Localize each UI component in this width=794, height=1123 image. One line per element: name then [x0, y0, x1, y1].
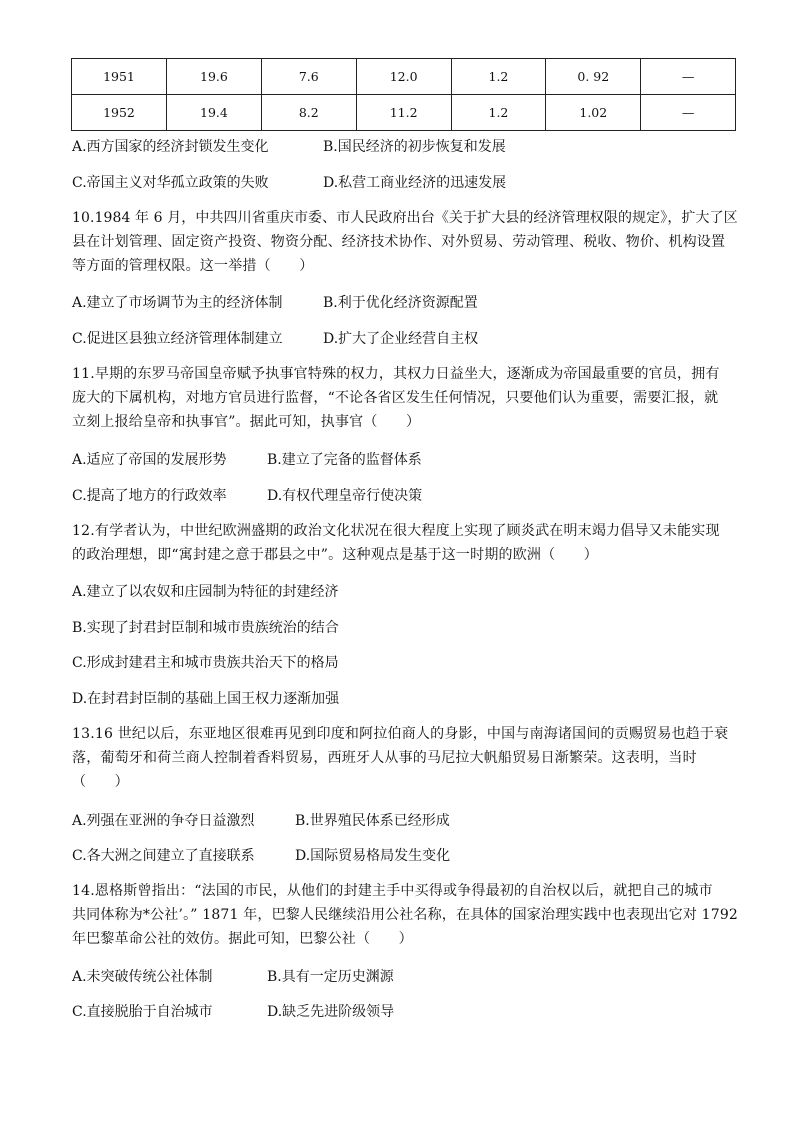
q13-option-d: D.国际贸易格局发生变化	[295, 848, 451, 864]
table-cell: 7.6	[261, 59, 356, 95]
q13-option-c: C.各大洲之间建立了直接联系	[72, 848, 255, 864]
q11-option-d: D.有权代理皇帝行使决策	[267, 488, 423, 504]
table-cell: 1.2	[451, 59, 546, 95]
q13-option-b: B.世界殖民体系已经形成	[295, 813, 450, 829]
q9-option-b: B.国民经济的初步恢复和发展	[323, 139, 506, 155]
data-table	[71, 58, 736, 131]
q11-option-c: C.提高了地方的行政效率	[72, 488, 227, 504]
table-cell: —	[641, 59, 736, 95]
q13-stem-line-2: 落，葡萄牙和荷兰商人控制着香料贸易，西班牙人从事的马尼拉大帆船贸易日渐繁荣。这表明，当时	[72, 750, 697, 766]
table-cell: 0. 92	[546, 59, 641, 95]
q10-stem-line-1: 10.1984 年 6 月，中共四川省重庆市委、市人民政府出台《关于扩大县的经济管理权限的规定》，扩大了区	[72, 210, 738, 226]
table-cell: 12.0	[356, 59, 451, 95]
q10-stem-line-2: 县在计划管理、固定资产投资、物资分配、经济技术协作、对外贸易、劳动管理、税收、物价、机构设置	[72, 234, 726, 250]
table-cell: 1952	[72, 95, 167, 131]
q9-option-d: D.私营工商业经济的迅速发展	[323, 175, 507, 191]
q14-option-a: A.未突破传统公社体制	[72, 969, 213, 985]
q10-stem-line-3: 等方面的管理权限。这一举措（ ）	[72, 258, 314, 274]
q9-option-a: A.西方国家的经济封锁发生变化	[72, 139, 269, 155]
q10-option-b: B.利于优化经济资源配置	[323, 295, 478, 311]
q10-option-d: D.扩大了企业经营自主权	[323, 331, 479, 347]
table-cell: 19.4	[166, 95, 261, 131]
q10-option-c: C.促进区县独立经济管理体制建立	[72, 331, 283, 347]
q11-option-a: A.适应了帝国的发展形势	[72, 452, 227, 468]
table-cell: —	[641, 95, 736, 131]
q12-stem-line-1: 12.有学者认为，中世纪欧洲盛期的政治文化状况在很大程度上实现了顾炎武在明末竭力倡导又未能实现	[72, 523, 720, 539]
table-row	[72, 59, 736, 95]
q14-stem-line-3: 年巴黎革命公社的效仿。据此可知，巴黎公社（ ）	[72, 931, 413, 947]
q12-option-c: C.形成封建君主和城市贵族共治天下的格局	[72, 655, 339, 671]
q14-option-c: C.直接脱胎于自治城市	[72, 1004, 213, 1020]
table-cell: 11.2	[356, 95, 451, 131]
q12-stem-line-2: 的政治理想，即“寓封建之意于郡县之中”。这种观点是基于这一时期的欧洲（ ）	[72, 547, 598, 563]
q12-option-a: A.建立了以农奴和庄园制为特征的封建经济	[72, 584, 339, 600]
table-cell: 1.02	[546, 95, 641, 131]
q9-option-c: C.帝国主义对华孤立政策的失败	[72, 175, 269, 191]
q12-option-b: B.实现了封君封臣制和城市贵族统治的结合	[72, 620, 339, 636]
table-cell: 19.6	[166, 59, 261, 95]
q14-stem-line-2: 共同体称为*公社’。” 1871 年，巴黎人民继续沿用公社名称，在具体的国家治理实践中也表现出它对 1792	[72, 907, 739, 923]
q13-option-a: A.列强在亚洲的争夺日益激烈	[72, 813, 255, 829]
table-cell: 1.2	[451, 95, 546, 131]
q14-option-b: B.具有一定历史渊源	[267, 969, 394, 985]
table-cell: 1951	[72, 59, 167, 95]
q10-option-a: A.建立了市场调节为主的经济体制	[72, 295, 283, 311]
q11-stem-line-1: 11.早期的东罗马帝国皇帝赋予执事官特殊的权力，其权力日益坐大，逐渐成为帝国最重要的官员，拥有	[72, 366, 720, 382]
table-cell: 8.2	[261, 95, 356, 131]
q14-stem-line-1: 14.恩格斯曾指出：“法国的市民，从他们的封建主手中买得或争得最初的自治权以后，就把自己的城市	[72, 883, 713, 899]
q13-stem-line-1: 13.16 世纪以后，东亚地区很难再见到印度和阿拉伯商人的身影，中国与南海诸国间的贡赐贸易也趋于衰	[72, 726, 729, 742]
q11-stem-line-3: 立刻上报给皇帝和执事官”。据此可知，执事官（ ）	[72, 414, 421, 430]
q11-option-b: B.建立了完备的监督体系	[267, 452, 422, 468]
q12-option-d: D.在封君封臣制的基础上国王权力逐渐加强	[72, 691, 340, 707]
q11-stem-line-2: 庞大的下属机构，对地方官员进行监督，“不论各省区发生任何情况，只要他们认为重要，需要汇报，就	[72, 390, 719, 406]
q14-option-d: D.缺乏先进阶级领导	[267, 1004, 395, 1020]
q13-stem-line-3: （ ）	[72, 774, 129, 790]
table-row	[72, 95, 736, 131]
